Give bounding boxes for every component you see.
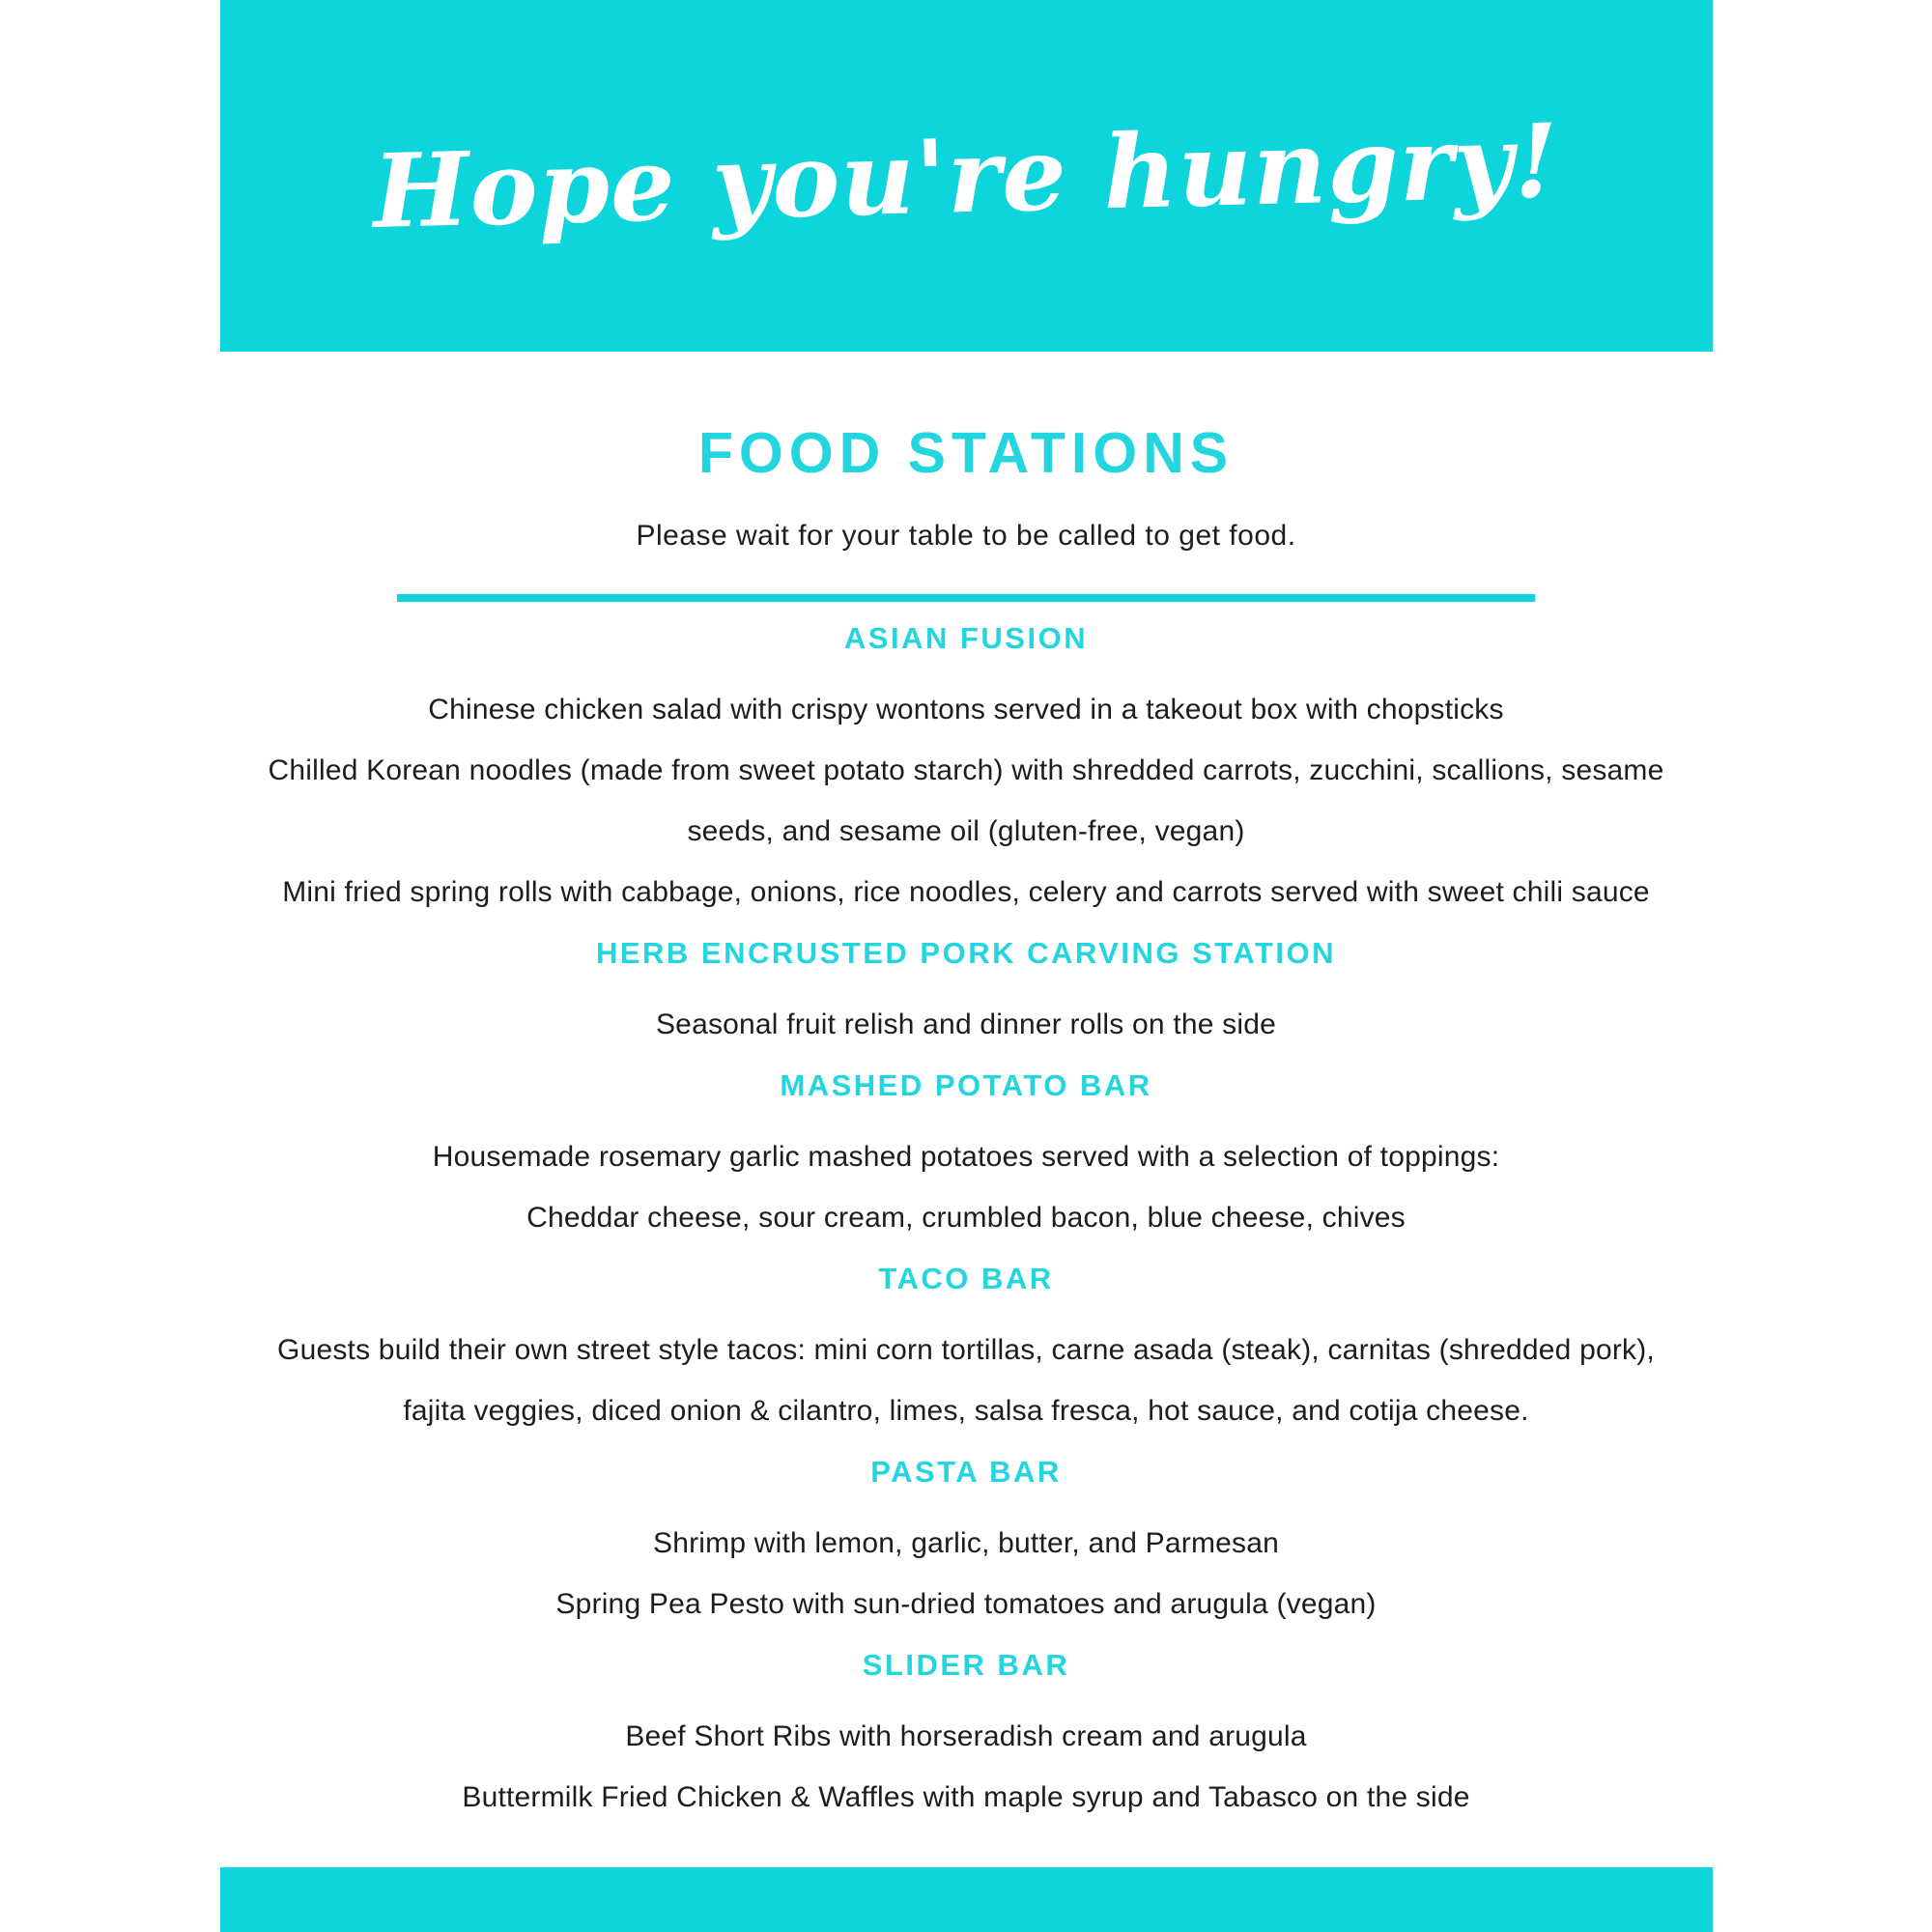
menu-line: fajita veggies, diced onion & cilantro, limes, salsa fresca, hot sauce, and cotija cheese. xyxy=(403,1395,1529,1427)
section-heading: HERB ENCRUSTED PORK CARVING STATION xyxy=(595,936,1337,970)
divider-rule xyxy=(397,594,1535,602)
section-asian-fusion xyxy=(0,608,1932,923)
menu-line: seeds, and sesame oil (gluten-free, vegan) xyxy=(687,815,1245,847)
section-pasta-bar xyxy=(0,1441,1932,1634)
section-slider-bar xyxy=(0,1634,1932,1828)
section-body xyxy=(0,1513,1932,1634)
menu-line: Beef Short Ribs with horseradish cream and arugula xyxy=(625,1720,1307,1752)
section-body xyxy=(0,994,1932,1055)
section-heading: ASIAN FUSION xyxy=(843,621,1089,655)
menu-line: Guests build their own street style tacos: mini corn tortillas, carne asada (steak), carnitas (shredded pork), xyxy=(277,1334,1655,1366)
menu-line: Spring Pea Pesto with sun-dried tomatoes and arugula (vegan) xyxy=(555,1588,1377,1620)
menu-line: Seasonal fruit relish and dinner rolls on the side xyxy=(655,1009,1277,1040)
page-title: FOOD STATIONS xyxy=(697,421,1235,485)
section-heading: MASHED POTATO BAR xyxy=(780,1068,1152,1102)
menu-line: Housemade rosemary garlic mashed potatoes served with a selection of toppings: xyxy=(432,1141,1500,1173)
page-subtitle: Please wait for your table to be called to get food. xyxy=(636,520,1296,552)
section-body xyxy=(0,679,1932,923)
menu-line: Chilled Korean noodles (made from sweet potato starch) with shredded carrots, zucchini, scallions, sesame xyxy=(268,754,1664,786)
section-mashed-potato-bar xyxy=(0,1055,1932,1248)
bottom-banner xyxy=(220,1867,1713,1932)
section-taco-bar xyxy=(0,1248,1932,1441)
menu-line: Mini fried spring rolls with cabbage, onions, rice noodles, celery and carrots served with sweet chili sauce xyxy=(282,876,1650,908)
section-pork-carving-station xyxy=(0,923,1932,1055)
menu-line: Cheddar cheese, sour cream, crumbled bacon, blue cheese, chives xyxy=(526,1202,1406,1234)
section-body xyxy=(0,1126,1932,1248)
menu-line: Buttermilk Fried Chicken & Waffles with maple syrup and Tabasco on the side xyxy=(462,1781,1470,1813)
banner-script-title: Hope you're hungry! xyxy=(372,99,1561,252)
section-heading: PASTA BAR xyxy=(870,1455,1062,1489)
menu-sections xyxy=(0,608,1932,1828)
section-body xyxy=(0,1706,1932,1828)
menu-line: Shrimp with lemon, garlic, butter, and Parmesan xyxy=(652,1527,1280,1559)
menu-line: Chinese chicken salad with crispy wontons served in a takeout box with chopsticks xyxy=(428,694,1504,725)
section-heading: SLIDER BAR xyxy=(862,1648,1070,1682)
section-body xyxy=(0,1320,1932,1441)
section-heading: TACO BAR xyxy=(878,1262,1054,1295)
